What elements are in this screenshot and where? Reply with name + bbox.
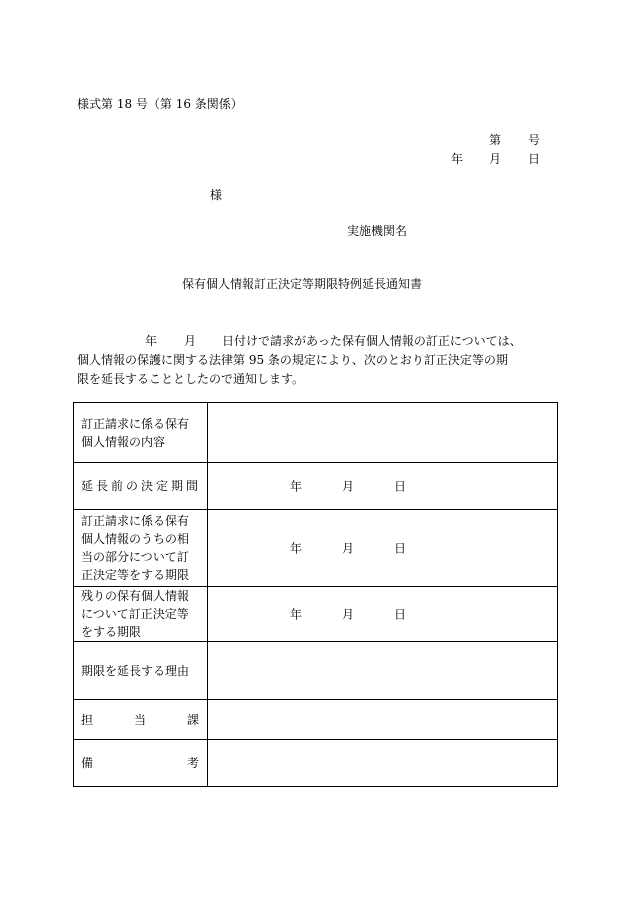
extension-table [73, 402, 558, 787]
row-original-period [74, 463, 558, 510]
label-remarks-c2: 考 [186, 756, 199, 770]
form-number: 様式第 18 号（第 16 条関係） [77, 97, 243, 111]
row-department [74, 700, 558, 740]
label-partial-l1: 訂正請求に係る保有 [81, 514, 190, 528]
header-date-month: 月 [489, 152, 502, 166]
label-content [74, 403, 208, 463]
row-reason [74, 642, 558, 700]
label-reason [74, 642, 208, 700]
label-content-l2: 個人情報の内容 [81, 434, 166, 449]
row-content [74, 403, 558, 463]
body-date-year: 年 [145, 334, 158, 348]
label-department-c3: 課 [186, 712, 199, 727]
label-department-c1: 担 [81, 712, 94, 727]
label-remaining-l1: 残りの保有個人情報 [81, 589, 190, 603]
date-month: 月 [342, 607, 355, 622]
agency-label: 実施機関名 [347, 224, 408, 238]
date-year: 年 [290, 541, 303, 556]
label-remaining-l2: について訂正決定等 [81, 607, 189, 621]
value-remaining-deadline[interactable] [208, 587, 558, 642]
label-remarks-c1: 備 [81, 756, 94, 770]
row-remarks [74, 740, 558, 787]
recipient-suffix: 様 [210, 188, 223, 202]
document-title: 保有個人情報訂正決定等期限特例延長通知書 [182, 277, 423, 291]
body-line2: 個人情報の保護に関する法律第 95 条の規定により、次のとおり訂正決定等の期 [77, 353, 508, 367]
value-original-period[interactable] [208, 463, 558, 510]
label-original-period-text: 延長前の決定期間 [81, 479, 202, 493]
body-line1: 日付けで請求があった保有個人情報の訂正については、 [222, 334, 522, 348]
value-remarks[interactable] [208, 740, 558, 787]
header-date-day: 日 [528, 152, 541, 166]
label-original-period [74, 463, 208, 510]
label-remaining-l3: をする期限 [81, 625, 142, 639]
doc-no-prefix: 第 [489, 133, 502, 147]
value-department[interactable] [208, 700, 558, 740]
label-partial-l3: 当の部分について訂 [81, 550, 189, 564]
label-partial-l4: 正決定等をする期限 [81, 568, 190, 582]
label-partial-deadline [74, 510, 208, 587]
date-month: 月 [342, 479, 355, 494]
date-year: 年 [290, 479, 303, 494]
row-remaining-deadline [74, 587, 558, 642]
date-month: 月 [342, 541, 355, 556]
date-year: 年 [290, 607, 303, 622]
value-reason[interactable] [208, 642, 558, 700]
label-partial-l2: 個人情報のうちの相 [81, 532, 190, 546]
row-partial-deadline [74, 510, 558, 587]
label-department [74, 700, 208, 740]
label-remarks [74, 740, 208, 787]
date-day: 日 [394, 541, 407, 556]
label-remaining-deadline [74, 587, 208, 642]
value-partial-deadline[interactable] [208, 510, 558, 587]
body-line3: 限を延長することとしたので通知します。 [77, 372, 305, 386]
label-reason-text: 期限を延長する理由 [81, 663, 190, 678]
date-day: 日 [394, 607, 407, 622]
doc-no-suffix: 号 [528, 133, 541, 147]
date-day: 日 [394, 479, 407, 494]
value-content[interactable] [208, 403, 558, 463]
body-date-month: 月 [184, 334, 197, 348]
header-date-year: 年 [451, 152, 464, 166]
label-department-c2: 当 [133, 712, 146, 727]
label-content-l1: 訂正請求に係る保有 [81, 416, 190, 431]
